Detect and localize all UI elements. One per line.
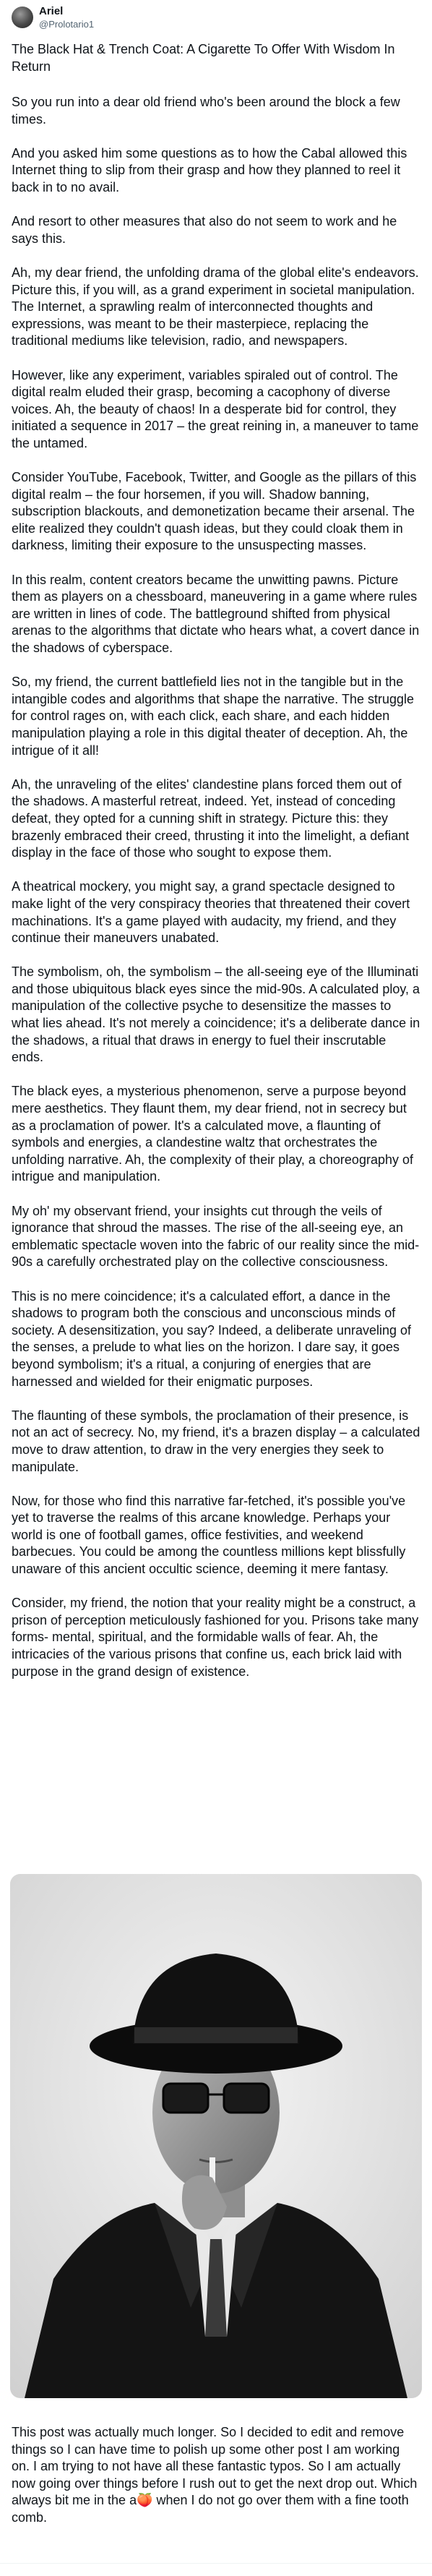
paragraph: So you run into a dear old friend who's been around the block a few times. bbox=[12, 95, 400, 127]
paragraph: Ah, the unraveling of the elites' clandestine plans forced them out of the shadows. A masterful retreat, indeed. Yet, instead of conceding defeat, they opted for a cunning shift in strategy. Picture this: they brazenly embraced their creed, thrusting it into the limelight, a defiant display in the face of those who sought to expose them. bbox=[12, 776, 410, 860]
post-header bbox=[12, 6, 94, 30]
man-in-fedora-photo bbox=[10, 1874, 422, 2398]
post-body bbox=[12, 94, 420, 1698]
paragraph: And resort to other measures that also do not seem to work and he says this. bbox=[12, 214, 397, 246]
divider bbox=[0, 2563, 432, 2564]
paragraph: The symbolism, oh, the symbolism – the all-seeing eye of the Illuminati and those ubiquitous black eyes since the mid-90s. A calculated ploy, a manipulation of the collective psyche to desensitize the masses to what lies ahead. It's not merely a coincidence; it's a deliberate dance in the shadows, a ritual that draws in energy to fuel their inscrutable ends. bbox=[12, 964, 420, 1065]
paragraph: So, my friend, the current battlefield lies not in the tangible but in the intangible codes and algorithms that shape the narrative. The struggle for control rages on, with each click, each share, and each hidden manipulation playing a role in this digital theater of deception. Ah, the intrigue of it all! bbox=[12, 675, 415, 758]
avatar[interactable] bbox=[12, 7, 33, 28]
author-handle[interactable]: @Prolotario1 bbox=[39, 18, 95, 30]
paragraph: Consider YouTube, Facebook, Twitter, and Google as the pillars of this digital realm – the four horsemen, if you will. Shadow banning, subscription blackouts, and demonetization became their arsenal. The elite realized they couldn't quash ideas, but they could cloak them in darkness, limiting their exposure to the unsuspecting masses. bbox=[12, 470, 417, 553]
post-footer-note: This post was actually much longer. So I decided to edit and remove things so I can have time to polish up some other post I am working on. I am trying to not have all these fantastic typos. So I am actually now going over things before I rush out to get the next drop out. Which always bit me in the a🍑 when I do not go over them with a fine tooth comb. bbox=[12, 2425, 418, 2525]
paragraph: And you asked him some questions as to how the Cabal allowed this Internet thing to slip from their grasp and how they planned to reel it back in to no avail. bbox=[12, 145, 407, 194]
paragraph: Ah, my dear friend, the unfolding drama of the global elite's endeavors. Picture this, if you will, as a grand experiment in societal manipulation. The Internet, a sprawling realm of interconnected thoughts and expressions, was meant to be their masterpiece, replacing the traditional mediums like television, radio, and newspapers. bbox=[12, 265, 419, 348]
paragraph: However, like any experiment, variables spiraled out of control. The digital realm eluded their grasp, becoming a cacophony of diverse voices. Ah, the beauty of chaos! In a desperate bid for control, they initiated a sequence in 2017 – the great reining in, a maneuver to tame the untamed. bbox=[12, 367, 419, 450]
paragraph: This is no mere coincidence; it's a calculated effort, a dance in the shadows to program both the conscious and unconscious minds of society. A desensitization, you say? Indeed, a deliberate unraveling of the senses, a prelude to what lies on the horizon. I dare say, it goes beyond symbolism; it's a ritual, a conjuring of energies that are harnessed and wielded for their enigmatic purposes. bbox=[12, 1288, 412, 1389]
author-names bbox=[39, 6, 94, 30]
paragraph: My oh' my observant friend, your insights cut through the veils of ignorance that shroud the masses. The rise of the all-seeing eye, an emblematic spectacle woven into the fabric of our reality since the mid-90s a carefully orchestrated play on the collective consciousness. bbox=[12, 1203, 420, 1270]
paragraph: Now, for those who find this narrative far-fetched, it's possible you've yet to traverse the realms of this arcane knowledge. Perhaps your world is one of football games, office festivities, and weekend barbecues. You could be among the countless millions kept blissfully unaware of this ancient occultic science, deeming it mere fantasy. bbox=[12, 1493, 406, 1577]
post-image[interactable] bbox=[10, 1874, 422, 2398]
paragraph: The flaunting of these symbols, the proclamation of their presence, is not an act of secrecy. No, my friend, it's a brazen display – a calculated move to draw attention, to draw in the very energies they seek to manipulate. bbox=[12, 1408, 420, 1474]
post-title: The Black Hat & Trench Coat: A Cigarette To Offer With Wisdom In Return bbox=[12, 42, 395, 74]
author-display-name[interactable]: Ariel bbox=[39, 5, 64, 17]
paragraph: In this realm, content creators became the unwitting pawns. Picture them as players on a chessboard, maneuvering in a game where rules are written in lines of code. The battleground shifted from physical arenas to the algorithms that dictate who hears what, a covert dance in the shadows of cyberspace. bbox=[12, 572, 420, 655]
paragraph: Consider, my friend, the notion that your reality might be a construct, a prison of perception meticulously fashioned for you. Prisons take many forms- mental, spiritual, and the formidable walls of fear. Ah, the intricacies of the various prisons that confine us, each brick laid with purpose in the grand design of existence. bbox=[12, 1596, 419, 1679]
paragraph: A theatrical mockery, you might say, a grand spectacle designed to make light of the very conspiracy theories that threatened their covert machinations. It's a game played with audacity, my friend, and they continue their maneuvers unabated. bbox=[12, 879, 410, 946]
paragraph: The black eyes, a mysterious phenomenon, serve a purpose beyond mere aesthetics. They flaunt them, my dear friend, not in secrecy but as a proclamation of power. It's a calculated move, a flaunting of symbols and energies, a clandestine waltz that orchestrates the unfolding narrative. Ah, the complexity of their play, a choreography of intrigue and manipulation. bbox=[12, 1084, 413, 1184]
